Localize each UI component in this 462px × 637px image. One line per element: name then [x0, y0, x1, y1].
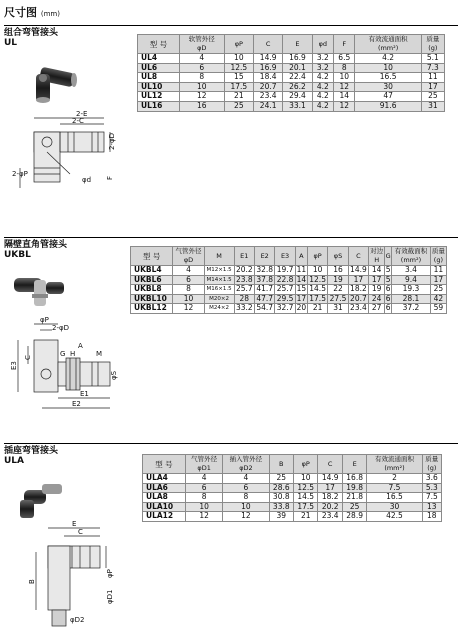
value-cell: 20 — [296, 303, 307, 313]
ul-spec-table — [137, 34, 445, 112]
value-cell: 16 — [328, 266, 348, 276]
value-cell: 2 — [367, 474, 422, 484]
value-cell: 33.8 — [269, 502, 293, 512]
value-cell: 16 — [179, 101, 224, 111]
value-cell: 28.9 — [342, 512, 366, 522]
value-cell: 28.1 — [392, 294, 431, 304]
column-header: 型 号 — [138, 35, 180, 54]
value-cell: 23.8 — [235, 274, 253, 284]
value-cell: 4.2 — [312, 73, 333, 83]
value-cell: 28.6 — [269, 483, 293, 493]
value-cell: 3.6 — [422, 474, 441, 484]
model-cell: ULA8 — [143, 493, 186, 503]
value-cell: 19.7 — [276, 265, 294, 274]
value-cell: 25 — [430, 285, 446, 295]
column-header: E3 — [275, 247, 295, 266]
model-cell: UL4 — [138, 54, 180, 64]
table-row — [143, 474, 442, 484]
ula-label-b: B — [28, 579, 36, 584]
table-row — [138, 73, 445, 83]
value-cell: 19.8 — [342, 483, 366, 493]
table-row — [138, 54, 445, 64]
column-header: F — [334, 35, 355, 54]
value-cell: 10 — [307, 266, 327, 276]
value-cell: 12 — [334, 82, 355, 92]
value-cell: 17 — [296, 293, 307, 303]
value-cell: 20.7 — [350, 293, 367, 303]
value-cell: 15 — [224, 73, 253, 83]
value-cell: 4.2 — [355, 54, 421, 64]
model-cell: UKBL6 — [131, 275, 173, 285]
value-cell: 4.2 — [312, 82, 333, 92]
model-cell: UKBL12 — [131, 304, 173, 314]
value-cell: 11 — [430, 266, 446, 276]
value-cell: 23.4 — [318, 512, 342, 522]
value-cell: 6 — [385, 284, 391, 294]
value-cell: 12 — [334, 101, 355, 111]
value-cell: 6.5 — [334, 54, 355, 64]
ula-label-p: φP — [106, 569, 114, 578]
value-cell: 17.5 — [224, 82, 253, 92]
column-header: C — [253, 35, 282, 54]
value-cell: 47.7 — [256, 293, 274, 303]
value-cell: 20.2 — [235, 265, 253, 274]
column-header: 有效流通面积 (mm²) — [355, 35, 421, 54]
value-cell: 20.1 — [283, 63, 312, 73]
section-divider — [4, 443, 458, 444]
table-row — [131, 285, 447, 295]
value-cell: 19.3 — [392, 285, 431, 295]
ula-label-d2: φD2 — [70, 616, 85, 624]
model-cell: UL10 — [138, 82, 180, 92]
value-cell: 10 — [185, 502, 222, 512]
value-cell: 24.1 — [253, 101, 282, 111]
page-title: 尺寸图 (mm) — [4, 6, 60, 19]
value-cell: 42.5 — [367, 512, 422, 522]
column-header: φS — [328, 247, 348, 266]
column-header: φP — [224, 35, 253, 54]
value-cell: 12.5 — [294, 483, 318, 493]
value-cell: 26.2 — [283, 82, 312, 92]
value-cell: 23.4 — [253, 92, 282, 102]
ul-dimension-drawing — [12, 110, 122, 194]
value-cell: 10 — [179, 82, 224, 92]
value-cell: 17 — [318, 483, 342, 493]
column-header: 有效流通面积 (mm²) — [367, 455, 422, 474]
value-cell: 19 — [328, 275, 348, 285]
value-cell: 12 — [173, 304, 204, 314]
ula-label-e: E — [72, 520, 77, 528]
value-cell: 28 — [234, 294, 254, 304]
table-row — [143, 512, 442, 522]
ukbl-label-s: φS — [110, 370, 118, 380]
value-cell: 17 — [421, 82, 444, 92]
value-cell: 10 — [223, 502, 269, 512]
ukbl-label-e3: E3 — [10, 361, 18, 370]
value-cell: 17.5 — [309, 293, 326, 303]
value-cell: 7.5 — [422, 493, 441, 503]
value-cell: 5.3 — [422, 483, 441, 493]
column-header: E — [283, 35, 312, 54]
value-cell: 8 — [334, 63, 355, 73]
value-cell: 14.9 — [318, 474, 342, 484]
ukbl-product-photo — [10, 268, 70, 316]
value-cell: 14.5 — [309, 284, 326, 294]
ukbl-label-e2: E2 — [72, 400, 81, 408]
value-cell: 25 — [224, 101, 253, 111]
value-cell: 12 — [185, 512, 222, 522]
value-cell: 14 — [334, 92, 355, 102]
model-cell: UL12 — [138, 92, 180, 102]
table-header-row — [131, 247, 447, 266]
column-header: A — [295, 247, 307, 266]
column-header: 气管外径 φD — [173, 247, 204, 266]
column-header: E — [342, 455, 366, 474]
ukbl-label-2d: 2-φD — [52, 324, 69, 332]
section-title-ul: 组合弯管接头 UL — [4, 28, 59, 48]
column-header: G — [385, 247, 392, 266]
value-cell: M20×2 — [204, 294, 234, 304]
ula-dimension-drawing — [28, 518, 114, 634]
column-header: 对边 H — [370, 247, 384, 264]
value-cell: 17.5 — [294, 502, 318, 512]
value-cell: 18.4 — [253, 73, 282, 83]
value-cell: 32.7 — [276, 303, 294, 313]
value-cell: 3.4 — [392, 266, 431, 276]
value-cell: 19 — [369, 285, 385, 295]
ukbl-spec-table — [130, 246, 447, 314]
value-cell: 16.5 — [355, 73, 421, 83]
value-cell: 16.5 — [367, 493, 422, 503]
value-cell: 8 — [179, 73, 224, 83]
section-title-ula: 插座弯管接头 ULA — [4, 446, 59, 466]
model-cell: UL16 — [138, 101, 180, 111]
value-cell: 6 — [223, 483, 269, 493]
value-cell: 33.2 — [235, 303, 253, 313]
value-cell: M12×1.5 — [204, 266, 234, 276]
value-cell: 30 — [367, 502, 422, 512]
value-cell: 42 — [430, 294, 446, 304]
value-cell: 31 — [421, 101, 444, 111]
ukbl-dimension-drawing — [12, 318, 120, 416]
value-cell: 30.8 — [269, 493, 293, 503]
value-cell: 37.8 — [256, 274, 274, 284]
table-header-row — [138, 35, 445, 54]
value-cell: 23.4 — [350, 303, 367, 313]
model-cell: UL8 — [138, 73, 180, 83]
value-cell: 31 — [328, 304, 348, 314]
value-cell: 4 — [173, 266, 204, 276]
column-header: 软管外径 φD — [179, 35, 224, 54]
value-cell: 27.5 — [329, 293, 347, 303]
ul-label-2d: 2-φD — [108, 133, 116, 150]
value-cell: 12.5 — [309, 274, 326, 284]
value-cell: 14 — [296, 274, 307, 284]
column-header: φd — [312, 35, 333, 54]
value-cell: 22.8 — [276, 274, 294, 284]
value-cell: 21 — [307, 304, 327, 314]
column-header: 型 号 — [131, 247, 173, 266]
value-cell: 10 — [294, 474, 318, 484]
value-cell: 18.2 — [350, 284, 367, 294]
value-cell: 3.2 — [312, 54, 333, 64]
value-cell: 10 — [355, 63, 421, 73]
value-cell: 14 — [369, 266, 385, 276]
value-cell: 7.5 — [367, 483, 422, 493]
value-cell: 12.5 — [224, 63, 253, 73]
value-cell: M16×1.5 — [204, 285, 234, 295]
value-cell: 14.9 — [350, 265, 367, 274]
ukbl-label-h: H — [70, 350, 76, 358]
column-header: 质量 (g) — [422, 455, 441, 474]
ukbl-label-a: A — [78, 342, 83, 350]
value-cell: 12 — [179, 92, 224, 102]
value-cell: 39 — [269, 512, 293, 522]
value-cell: 14.9 — [253, 54, 282, 64]
value-cell: 18.2 — [318, 493, 342, 503]
column-header: φP — [307, 247, 327, 266]
column-header: 有效截面积 (mm²) — [392, 247, 431, 266]
column-header: C — [348, 247, 368, 266]
column-header: C — [318, 455, 342, 474]
ukbl-label-g: G — [60, 350, 66, 358]
model-cell: ULA10 — [143, 502, 186, 512]
value-cell: 25 — [342, 502, 366, 512]
value-cell: 6 — [185, 483, 222, 493]
ul-label-d: φd — [82, 176, 92, 184]
value-cell: 54.7 — [256, 303, 274, 313]
table-row — [131, 304, 447, 314]
value-cell: 24 — [369, 294, 385, 304]
value-cell: 25 — [421, 92, 444, 102]
value-cell: 33.1 — [283, 101, 312, 111]
value-cell: 27 — [369, 304, 385, 314]
table-header-row — [143, 455, 442, 474]
value-cell: 6 — [385, 303, 391, 313]
value-cell: 29.4 — [283, 92, 312, 102]
value-cell: 22.4 — [283, 73, 312, 83]
value-cell: 5 — [385, 274, 391, 284]
ula-spec-table — [142, 454, 442, 522]
value-cell: 17 — [348, 275, 368, 285]
model-cell: UKBL8 — [131, 285, 173, 295]
section-divider — [4, 25, 458, 26]
value-cell: 14.5 — [294, 493, 318, 503]
value-cell: 7.3 — [421, 63, 444, 73]
value-cell: 8 — [223, 493, 269, 503]
column-header: 插入管外径 φD2 — [223, 455, 269, 474]
value-cell: 4.2 — [312, 92, 333, 102]
ukbl-label-c: C — [24, 355, 32, 360]
value-cell: 11 — [421, 73, 444, 83]
table-row — [138, 101, 445, 111]
value-cell: 6 — [173, 275, 204, 285]
column-header: 质量 (g) — [421, 35, 444, 54]
value-cell: 25.7 — [276, 284, 294, 294]
value-cell: 6 — [179, 63, 224, 73]
ul-label-2e: 2-E — [76, 110, 88, 118]
value-cell: 10 — [334, 73, 355, 83]
value-cell: 4 — [185, 474, 222, 484]
section-title-ukbl: 隔壁直角管接头 UKBL — [4, 240, 68, 260]
model-cell: UL6 — [138, 63, 180, 73]
value-cell: 21.8 — [342, 493, 366, 503]
value-cell: 17 — [369, 275, 385, 285]
value-cell: 10 — [173, 294, 204, 304]
value-cell: M24×2 — [204, 304, 234, 314]
value-cell: 21 — [224, 92, 253, 102]
column-header: M — [204, 247, 234, 266]
ula-label-d1: φD1 — [106, 589, 114, 604]
value-cell: 4 — [223, 474, 269, 484]
column-header: E1 — [234, 247, 254, 266]
value-cell: 47 — [355, 92, 421, 102]
value-cell: 4.2 — [312, 101, 333, 111]
ukbl-label-m: M — [96, 350, 103, 358]
section-divider — [4, 237, 458, 238]
value-cell: 16.9 — [283, 54, 312, 64]
value-cell: 25 — [269, 474, 293, 484]
value-cell: 16.9 — [253, 63, 282, 73]
model-cell: ULA6 — [143, 483, 186, 493]
value-cell: M14×1.5 — [204, 275, 234, 285]
column-header: 型 号 — [143, 455, 186, 474]
model-cell: UKBL10 — [131, 294, 173, 304]
value-cell: 13 — [422, 502, 441, 512]
ukbl-label-p: φP — [40, 316, 49, 324]
column-header: φP — [294, 455, 318, 474]
value-cell: 18 — [422, 512, 441, 522]
value-cell: 9.4 — [392, 275, 431, 285]
ul-label-2c: 2-C — [72, 117, 84, 125]
value-cell: 20.7 — [253, 82, 282, 92]
value-cell: 17 — [430, 275, 446, 285]
value-cell: 5.1 — [421, 54, 444, 64]
value-cell: 6 — [385, 293, 391, 303]
unit-label: (mm) — [40, 10, 60, 18]
ul-label-2p: 2-φP — [12, 170, 28, 178]
value-cell: 8 — [173, 285, 204, 295]
value-cell: 41.7 — [256, 284, 274, 294]
value-cell: 21 — [294, 512, 318, 522]
value-cell: 4 — [179, 54, 224, 64]
value-cell: 11 — [296, 265, 307, 274]
table-row — [143, 493, 442, 503]
model-cell: UKBL4 — [131, 266, 173, 276]
ul-product-photo — [22, 62, 82, 110]
ula-label-c: C — [78, 528, 83, 536]
value-cell: 32.8 — [256, 265, 274, 274]
model-cell: ULA12 — [143, 512, 186, 522]
column-header: 气管外径 φD1 — [185, 455, 222, 474]
value-cell: 5 — [385, 265, 391, 274]
value-cell: 8 — [185, 493, 222, 503]
value-cell: 15 — [296, 284, 307, 294]
table-row — [131, 266, 447, 276]
value-cell: 25.7 — [235, 284, 253, 294]
column-header: E2 — [255, 247, 275, 266]
value-cell: 22 — [328, 285, 348, 295]
value-cell: 30 — [355, 82, 421, 92]
column-header: 质量 (g) — [431, 247, 445, 264]
ukbl-label-e1: E1 — [80, 390, 89, 398]
value-cell: 20.2 — [318, 502, 342, 512]
value-cell: 91.6 — [355, 101, 421, 111]
value-cell: 16.8 — [342, 474, 366, 484]
value-cell: 12 — [223, 512, 269, 522]
value-cell: 59 — [430, 304, 446, 314]
ul-label-f: F — [106, 175, 114, 180]
value-cell: 37.2 — [392, 304, 431, 314]
value-cell: 29.5 — [276, 293, 294, 303]
value-cell: 3.2 — [312, 63, 333, 73]
value-cell: 10 — [224, 54, 253, 64]
model-cell: ULA4 — [143, 474, 186, 484]
column-header: B — [269, 455, 293, 474]
